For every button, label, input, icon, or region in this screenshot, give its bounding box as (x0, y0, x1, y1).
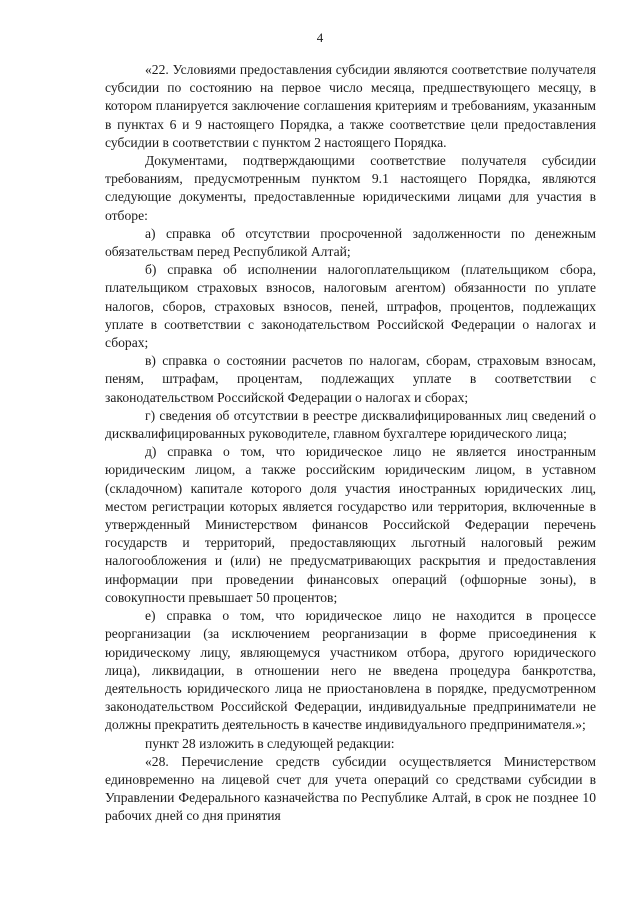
paragraph-documents-intro: Документами, подтверждающими соответствие получателя субсидии требованиям, предусмотренным пунктом 9.1 настоящего Порядка, являются следующие документы, предоставленные юридическими лицами для участия в отборе: (105, 153, 596, 223)
list-item-b: б) справка об исполнении налогоплательщиком (плательщиком сбора, плательщиком страховых взносов, налоговым агентом) обязанности по уплате налогов, сборов, страховых взносов, пеней, штрафов, процентов, подлежащих уплате в соответствии с законодательством Российской Федерации о налогах и сборах; (105, 262, 596, 351)
list-item-e: е) справка о том, что юридическое лицо не находится в процессе реорганизации (за исключением реорганизации в форме присоединения к юридическому лицу, являющемуся участником отбора, другого юридического лица), ликвидации, в отношении него не введена процедура банкротства, деятельность юридического лица не приостановлена в порядке, предусмотренном законодательством Российской Федерации, индивидуальные предприниматели не должны прекратить деятельность в качестве индивидуального предпринимателя.»; (105, 608, 596, 733)
list-item-d: д) справка о том, что юридическое лицо не является иностранным юридическим лицом, а также российским юридическим лицом, в уставном (складочном) капитале которого доля участия иностранных юридических лиц, местом регистрации которых является государство или территория, включенные в утвержденный Министерством финансов Российской Федерации перечень государств и территорий, предоставляющих льготный налоговый режим налогообложения и (или) не предусматривающих раскрытия и предоставления информации при проведении финансовых операций (офшорные зоны), в совокупности превышает 50 процентов; (105, 444, 596, 605)
paragraph-amendment-28: пункт 28 изложить в следующей редакции: (145, 735, 395, 751)
list-item-g: г) сведения об отсутствии в реестре дисквалифицированных лиц сведений о дисквалифицированных руководителе, главном бухгалтере юридического лица; (105, 407, 596, 442)
list-item-a: а) справка об отсутствии просроченной задолженности по денежным обязательствам перед Республикой Алтай; (105, 225, 596, 260)
paragraph-22: «22. Условиями предоставления субсидии являются соответствие получателя субсидии по состоянию на первое число месяца, предшествующего месяцу, в котором планируется заключение соглашения критериям и требованиям, указанным в пунктах 6 и 9 настоящего Порядка, а также соответствие цели предоставления субсидии в соответствии с пунктом 2 настоящего Порядка. (105, 62, 596, 150)
paragraph-28: «28. Перечисление средств субсидии осуществляется Министерством единовременно на лицевой счет для учета операций со средствами субсидии в Управлении Федерального казначейства по Республике Алтай, в срок не позднее 10 рабочих дней со дня принятия (105, 753, 596, 824)
page-number: 4 (316, 30, 324, 45)
document-body (105, 61, 596, 826)
list-item-v: в) справка о состоянии расчетов по налогам, сборам, страховым взносам, пеням, штрафам, процентам, подлежащих уплате в соответствии с законодательством Российской Федерации о налогах и сборах; (105, 353, 596, 405)
